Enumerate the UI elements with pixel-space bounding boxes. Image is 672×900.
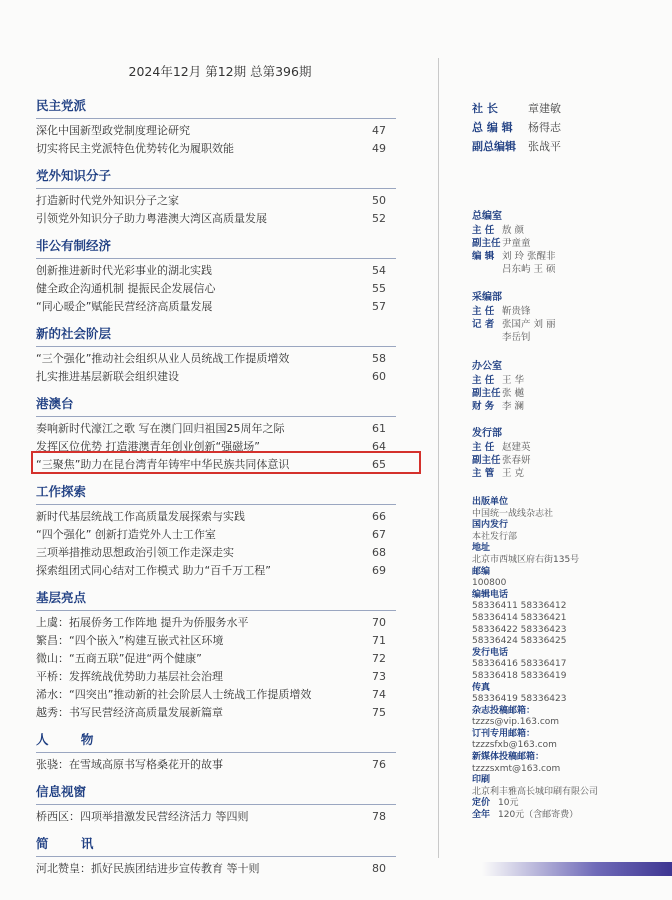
editorial-phone: 58336414 58336421 bbox=[472, 612, 567, 623]
entry-title: 奏响新时代濠江之歌 写在澳门回归祖国25周年之际 bbox=[36, 422, 285, 435]
entry-page: 58 bbox=[372, 352, 386, 365]
section-title: 工作探索 bbox=[36, 482, 396, 505]
printer: 北京利丰雅高长城印刷有限公司 bbox=[472, 786, 599, 797]
section-title: 新的社会阶层 bbox=[36, 324, 396, 347]
toc-entry[interactable] bbox=[36, 350, 396, 368]
highlight-box bbox=[31, 451, 421, 474]
decorative-band bbox=[482, 862, 672, 876]
toc-entry[interactable] bbox=[36, 632, 396, 650]
staff-role: 主 任 bbox=[472, 442, 495, 453]
staff-row bbox=[472, 250, 662, 263]
entry-title: 三项举措推动思想政治引领工作走深走实 bbox=[36, 546, 234, 559]
staff-role: 副主任 bbox=[472, 455, 501, 466]
staff-row bbox=[472, 331, 662, 344]
staff-names: 吕东屿 王 硕 bbox=[502, 264, 556, 275]
entry-title: “四个强化” 创新打造党外人士工作室 bbox=[36, 528, 216, 541]
entry-page: 65 bbox=[372, 458, 386, 471]
staff-row bbox=[472, 305, 662, 318]
section-title: 简 讯 bbox=[36, 834, 396, 857]
toc-entry[interactable] bbox=[36, 704, 396, 722]
entry-page: 60 bbox=[372, 370, 386, 383]
domestic-label: 国内发行 bbox=[472, 520, 509, 531]
masthead bbox=[472, 99, 561, 156]
toc-entry[interactable] bbox=[36, 686, 396, 704]
entry-title: 平桥：发挥统战优势助力基层社会治理 bbox=[36, 670, 223, 683]
publication-info bbox=[472, 497, 662, 822]
staff-names: 李 澜 bbox=[502, 401, 525, 412]
toc-entry[interactable] bbox=[36, 808, 396, 826]
postcode-label: 邮编 bbox=[472, 566, 491, 577]
staff-role: 记 者 bbox=[472, 319, 495, 330]
staff-role: 主 任 bbox=[472, 225, 495, 236]
entry-page: 54 bbox=[372, 264, 386, 277]
editorial-phone: 58336411 58336412 bbox=[472, 601, 567, 612]
table-of-contents bbox=[36, 96, 396, 886]
order-email[interactable]: tzzzsfxb@163.com bbox=[472, 740, 557, 751]
entry-page: 55 bbox=[372, 282, 386, 295]
section-title: 基层亮点 bbox=[36, 588, 396, 611]
entry-page: 78 bbox=[372, 810, 386, 823]
masthead-role: 副总编辑 bbox=[472, 140, 516, 153]
entry-title: “三聚焦”助力在昆台湾青年铸牢中华民族共同体意识 bbox=[36, 458, 290, 471]
entry-page: 72 bbox=[372, 652, 386, 665]
staff-distribution-department bbox=[472, 427, 662, 480]
masthead-role: 社 长 bbox=[472, 102, 498, 115]
entry-page: 75 bbox=[372, 706, 386, 719]
staff-row bbox=[472, 237, 662, 250]
toc-entry[interactable] bbox=[36, 420, 396, 438]
distribution-phone: 58336418 58336419 bbox=[472, 670, 567, 681]
staff-row bbox=[472, 454, 662, 467]
toc-section bbox=[36, 730, 396, 774]
staff-names: 王 克 bbox=[502, 468, 525, 479]
toc-entry[interactable] bbox=[36, 650, 396, 668]
publisher: 中国统一战线杂志社 bbox=[472, 508, 554, 519]
distribution-phone-label: 发行电话 bbox=[472, 647, 509, 658]
staff-names: 敖 颜 bbox=[502, 225, 525, 236]
dept-title: 总编室 bbox=[472, 211, 502, 222]
toc-entry[interactable] bbox=[36, 526, 396, 544]
staff-row bbox=[472, 400, 662, 413]
staff-role: 副主任 bbox=[472, 388, 501, 399]
issue-line: 2024年12月 第12期 总第396期 bbox=[128, 64, 312, 79]
entry-page: 74 bbox=[372, 688, 386, 701]
staff-row bbox=[472, 441, 662, 454]
toc-entry[interactable] bbox=[36, 756, 396, 774]
fax: 58336419 58336423 bbox=[472, 694, 567, 705]
staff-editing-department bbox=[472, 291, 662, 344]
staff-editorial-office bbox=[472, 210, 662, 276]
new-media-email-label: 新媒体投稿邮箱： bbox=[472, 752, 545, 763]
column-divider bbox=[438, 58, 439, 858]
annual-price: 120元（含邮寄费） bbox=[498, 810, 579, 821]
toc-entry[interactable] bbox=[36, 508, 396, 526]
staff-row bbox=[472, 387, 662, 400]
staff-names: 赵建英 bbox=[502, 442, 531, 453]
toc-entry[interactable] bbox=[36, 298, 396, 316]
entry-title: 张骁：在雪域高原书写格桑花开的故事 bbox=[36, 758, 223, 771]
staff-role: 编 辑 bbox=[472, 251, 495, 262]
masthead-name: 张战平 bbox=[528, 140, 561, 153]
toc-section bbox=[36, 482, 396, 580]
staff-names: 张春妍 bbox=[502, 455, 531, 466]
toc-entry[interactable] bbox=[36, 614, 396, 632]
entry-title: 浠水：“四突出”推动新的社会阶层人士统战工作提质增效 bbox=[36, 688, 312, 701]
entry-page: 49 bbox=[372, 142, 386, 155]
dept-title: 发行部 bbox=[472, 428, 502, 439]
entry-page: 80 bbox=[372, 862, 386, 875]
staff-role: 副主任 bbox=[472, 238, 501, 249]
toc-entry[interactable] bbox=[36, 544, 396, 562]
new-media-email[interactable]: tzzzsxmt@163.com bbox=[472, 763, 561, 774]
staff-names: 尹童童 bbox=[502, 238, 531, 249]
annual-price-row bbox=[472, 810, 662, 822]
printer-label: 印刷 bbox=[472, 775, 491, 786]
toc-section bbox=[36, 588, 396, 722]
entry-title: 发挥区位优势 打造港澳青年创业创新“强磁场” bbox=[36, 440, 260, 453]
submission-email-label: 杂志投稿邮箱： bbox=[472, 705, 536, 716]
toc-entry[interactable] bbox=[36, 860, 396, 878]
staff-role: 主 任 bbox=[472, 306, 495, 317]
entry-title: 扎实推进基层新联会组织建设 bbox=[36, 370, 179, 383]
dept-title: 办公室 bbox=[472, 361, 502, 372]
entry-title: 繁昌：“四个嵌入”构建互嵌式社区环境 bbox=[36, 634, 224, 647]
entry-title: 微山：“五商五联”促进“两个健康” bbox=[36, 652, 202, 665]
staff-names: 张 樾 bbox=[502, 388, 525, 399]
postcode: 100800 bbox=[472, 578, 507, 589]
staff-row bbox=[472, 374, 662, 387]
masthead-row bbox=[472, 118, 561, 137]
price-label: 定价 bbox=[472, 798, 491, 809]
toc-section bbox=[36, 236, 396, 316]
distribution-phone: 58336416 58336417 bbox=[472, 659, 567, 670]
staff-names: 王 华 bbox=[502, 375, 525, 386]
publisher-label: 出版单位 bbox=[472, 497, 509, 507]
entry-title: 桥西区：四项举措激发民营经济活力 等四则 bbox=[36, 810, 249, 823]
section-title: 信息视窗 bbox=[36, 782, 396, 805]
order-email-label: 订刊专用邮箱： bbox=[472, 728, 536, 739]
entry-title: 引领党外知识分子助力粤港澳大湾区高质量发展 bbox=[36, 212, 267, 225]
toc-section bbox=[36, 96, 396, 158]
toc-entry[interactable] bbox=[36, 210, 396, 228]
entry-page: 57 bbox=[372, 300, 386, 313]
masthead-role: 总 编 辑 bbox=[472, 121, 513, 134]
entry-title: “同心暖企”赋能民营经济高质量发展 bbox=[36, 300, 213, 313]
section-title: 党外知识分子 bbox=[36, 166, 396, 189]
toc-entry[interactable] bbox=[36, 562, 396, 580]
staff-names: 李岳钊 bbox=[502, 332, 531, 343]
address-label: 地址 bbox=[472, 543, 491, 554]
toc-section bbox=[36, 166, 396, 228]
submission-email[interactable]: tzzzs@vip.163.com bbox=[472, 717, 560, 728]
staff-role: 财 务 bbox=[472, 401, 495, 412]
section-title: 民主党派 bbox=[36, 96, 396, 119]
entry-page: 50 bbox=[372, 194, 386, 207]
entry-page: 64 bbox=[372, 440, 386, 453]
entry-page: 61 bbox=[372, 422, 386, 435]
editorial-phone: 58336424 58336425 bbox=[472, 636, 567, 647]
address: 北京市西城区府右街135号 bbox=[472, 554, 580, 565]
toc-entry[interactable] bbox=[36, 140, 396, 158]
section-title: 港澳台 bbox=[36, 394, 396, 417]
entry-title: 切实将民主党派特色优势转化为履职效能 bbox=[36, 142, 234, 155]
entry-page: 68 bbox=[372, 546, 386, 559]
entry-page: 76 bbox=[372, 758, 386, 771]
staff-general-office bbox=[472, 360, 662, 413]
section-title: 非公有制经济 bbox=[36, 236, 396, 259]
masthead-name: 章建敏 bbox=[528, 102, 561, 115]
dept-title: 采编部 bbox=[472, 292, 502, 303]
entry-title: 河北赞皇：抓好民族团结进步宣传教育 等十则 bbox=[36, 862, 260, 875]
toc-entry[interactable] bbox=[36, 262, 396, 280]
staff-names: 张国产 刘 丽 bbox=[502, 319, 556, 330]
toc-entry[interactable] bbox=[36, 192, 396, 210]
entry-title: 创新推进新时代光彩事业的湖北实践 bbox=[36, 264, 212, 277]
section-title: 人 物 bbox=[36, 730, 396, 753]
masthead-row bbox=[472, 137, 561, 156]
entry-page: 47 bbox=[372, 124, 386, 137]
toc-entry[interactable] bbox=[36, 668, 396, 686]
entry-page: 66 bbox=[372, 510, 386, 523]
entry-page: 69 bbox=[372, 564, 386, 577]
annual-price-label: 全年 bbox=[472, 810, 491, 821]
domestic-distributor: 本社发行部 bbox=[472, 531, 518, 542]
toc-entry[interactable] bbox=[36, 280, 396, 298]
entry-title: 上虞：拓展侨务工作阵地 提升为侨服务水平 bbox=[36, 616, 249, 629]
toc-entry[interactable] bbox=[36, 122, 396, 140]
entry-title: 打造新时代党外知识分子之家 bbox=[36, 194, 179, 207]
toc-entry[interactable] bbox=[36, 368, 396, 386]
entry-title: “三个强化”推动社会组织从业人员统战工作提质增效 bbox=[36, 352, 290, 365]
staff-names: 靳贵锋 bbox=[502, 306, 531, 317]
staff-role: 主 管 bbox=[472, 468, 495, 479]
toc-section bbox=[36, 782, 396, 826]
entry-page: 52 bbox=[372, 212, 386, 225]
entry-title: 深化中国新型政党制度理论研究 bbox=[36, 124, 190, 137]
editorial-phone-label: 编辑电话 bbox=[472, 589, 509, 600]
staff-row bbox=[472, 467, 662, 480]
entry-title: 新时代基层统战工作高质量发展探索与实践 bbox=[36, 510, 245, 523]
entry-page: 73 bbox=[372, 670, 386, 683]
price-row bbox=[472, 798, 662, 810]
entry-page: 70 bbox=[372, 616, 386, 629]
entry-title: 探索组团式同心结对工作模式 助力“百千万工程” bbox=[36, 564, 271, 577]
editorial-phone: 58336422 58336423 bbox=[472, 624, 567, 635]
staff-role: 主 任 bbox=[472, 375, 495, 386]
toc-section bbox=[36, 324, 396, 386]
fax-label: 传真 bbox=[472, 682, 491, 693]
entry-title: 越秀：书写民营经济高质量发展新篇章 bbox=[36, 706, 223, 719]
masthead-row bbox=[472, 99, 561, 118]
toc-section bbox=[36, 834, 396, 878]
staff-row bbox=[472, 224, 662, 237]
masthead-name: 杨得志 bbox=[528, 121, 561, 134]
staff-names: 刘 玲 张醒非 bbox=[502, 251, 556, 262]
entry-page: 71 bbox=[372, 634, 386, 647]
staff-row bbox=[472, 263, 662, 276]
entry-title: 健全政企沟通机制 提振民企发展信心 bbox=[36, 282, 216, 295]
entry-page: 67 bbox=[372, 528, 386, 541]
price: 10元 bbox=[498, 798, 519, 809]
staff-row bbox=[472, 318, 662, 331]
